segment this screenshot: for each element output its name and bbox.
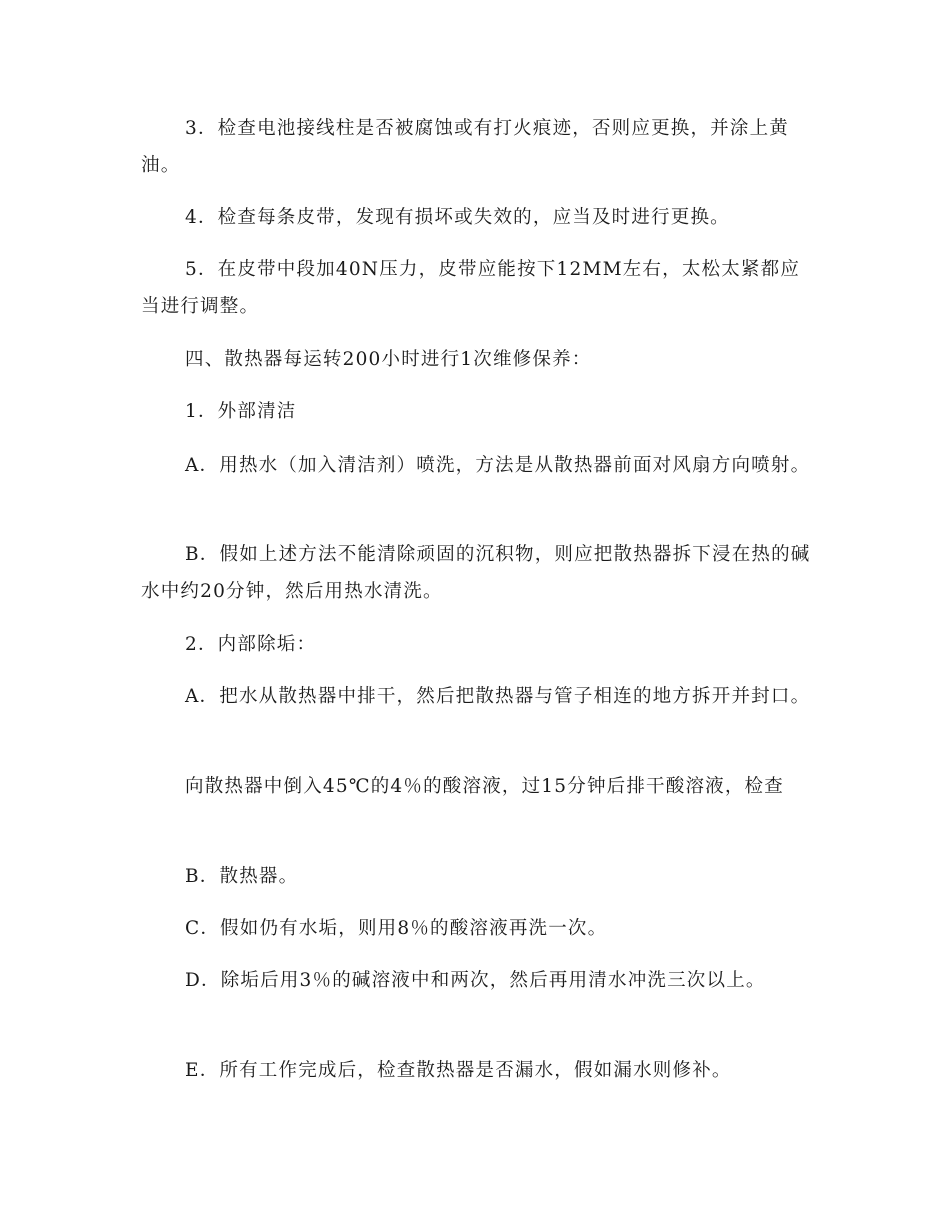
- subheading-external-cleaning: 1．外部清洁: [185, 401, 297, 422]
- section-heading-radiator: 四、散热器每运转200小时进行1次维修保养：: [185, 349, 592, 370]
- paragraph-repeat-wash: C．假如仍有水垢，则用8％的酸溶液再洗一次。: [185, 918, 608, 939]
- subheading-internal-descaling: 2．内部除垢：: [185, 634, 317, 655]
- paragraph-leak-check: E．所有工作完成后，检查散热器是否漏水，假如漏水则修补。: [185, 1060, 732, 1081]
- paragraph-neutralize-rinse: D．除垢后用3％的碱溶液中和两次，然后再用清水冲洗三次以上。: [185, 970, 766, 991]
- paragraph-belt-tension: 5．在皮带中段加40N压力，皮带应能按下12MM左右，太松太紧都应当进行调整。: [141, 259, 801, 317]
- paragraph-battery-terminal: 3．检查电池接线柱是否被腐蚀或有打火痕迹，否则应更换，并涂上黄油。: [141, 118, 789, 176]
- paragraph-radiator: B．散热器。: [185, 866, 299, 887]
- paragraph-belt-check: 4．检查每条皮带，发现有损坏或失效的，应当及时进行更换。: [185, 207, 730, 228]
- paragraph-hot-water-spray: A．用热水（加入清洁剂）喷洗，方法是从散热器前面对风扇方向喷射。: [185, 455, 811, 476]
- paragraph-drain-seal: A．把水从散热器中排干，然后把散热器与管子相连的地方拆开并封口。: [185, 686, 811, 707]
- paragraph-acid-solution: 向散热器中倒入45℃的4％的酸溶液，过15分钟后排干酸溶液，检查: [185, 776, 784, 797]
- paragraph-alkali-soak: B．假如上述方法不能清除顽固的沉积物，则应把散热器拆下浸在热的碱水中约20分钟，然后用热水清洗。: [141, 544, 811, 602]
